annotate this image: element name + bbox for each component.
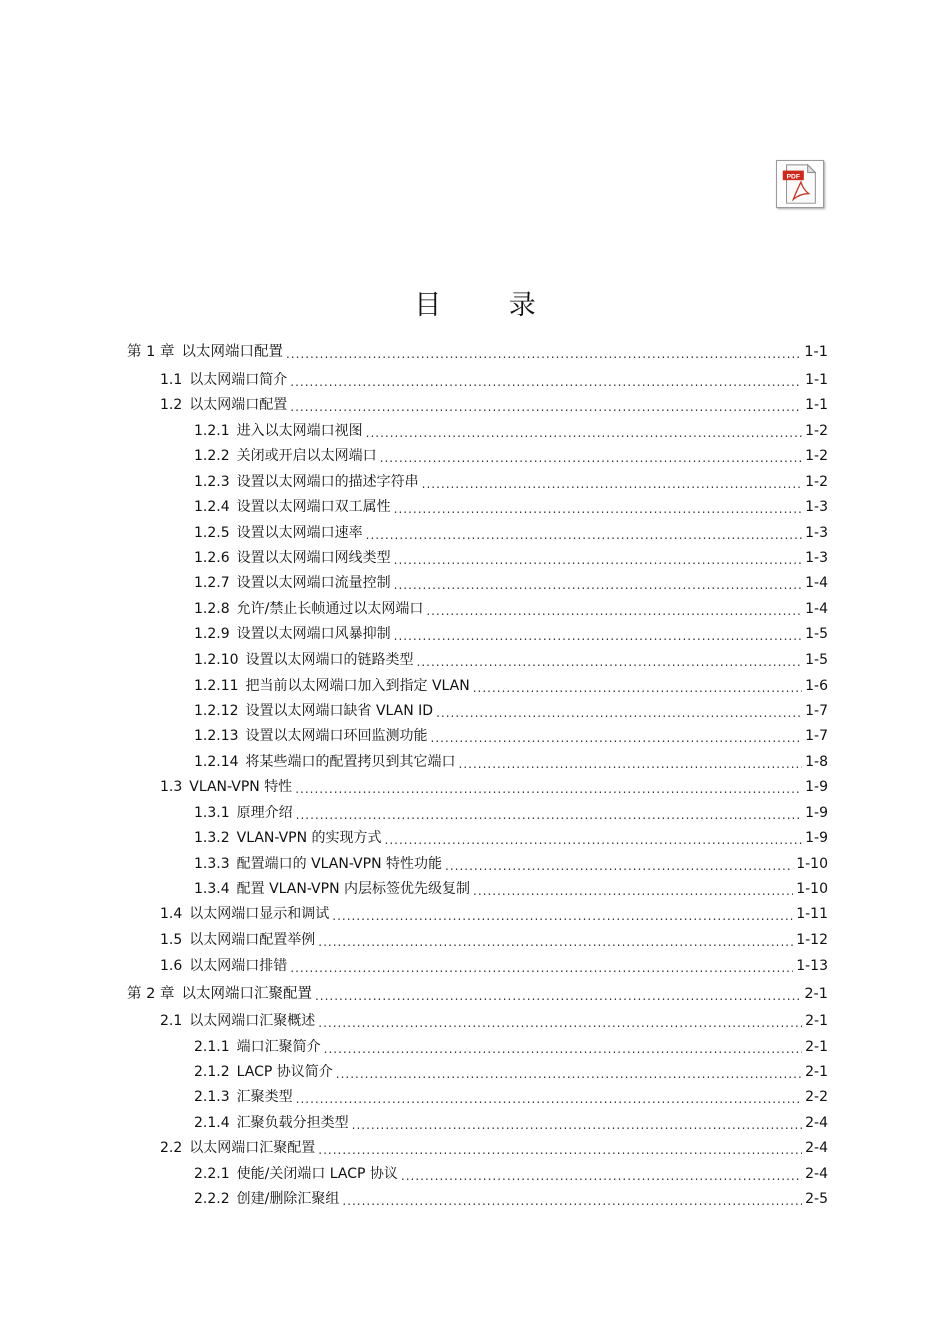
toc-entry[interactable]: [194, 1188, 828, 1208]
toc-dot-leader: [352, 1118, 803, 1132]
toc-entry-page: 1-4: [805, 601, 828, 617]
toc-dot-leader: [473, 681, 802, 695]
toc-entry[interactable]: [194, 522, 828, 542]
toc-entry-number: 1.2.11: [194, 678, 239, 694]
toc-entry[interactable]: [160, 394, 828, 414]
toc-entry-title: 使能/关闭端口 LACP 协议: [236, 1166, 398, 1182]
toc-dot-leader: [385, 833, 803, 847]
toc-entry-number: 1.3.1: [194, 805, 230, 821]
toc-entry[interactable]: [194, 827, 828, 847]
toc-dot-leader: [295, 782, 802, 796]
toc-entry-page: 1-2: [805, 423, 828, 439]
toc-dot-leader: [394, 629, 803, 643]
toc-dot-leader: [332, 909, 793, 923]
toc-dot-leader: [366, 528, 803, 542]
toc-entry[interactable]: [160, 369, 828, 389]
toc-dot-leader: [318, 1143, 802, 1157]
toc-entry-page: 1-9: [805, 779, 828, 795]
toc-entry-page: 2-1: [805, 1064, 828, 1080]
toc-entry-page: 2-1: [804, 986, 828, 1002]
toc-entry-title: 以太网端口配置举例: [189, 932, 316, 948]
toc-dot-leader: [394, 553, 803, 567]
toc-entry[interactable]: [127, 341, 828, 361]
toc-dot-leader: [296, 1092, 803, 1106]
toc-entry-number: 第 1 章: [127, 344, 175, 360]
toc-entry[interactable]: [194, 1036, 828, 1056]
toc-entry[interactable]: [194, 1061, 828, 1081]
toc-entry-number: 2.2: [160, 1140, 183, 1156]
toc-entry-page: 1-1: [805, 372, 828, 388]
toc-entry-title: 原理介绍: [236, 805, 293, 821]
toc-entry[interactable]: [194, 471, 828, 491]
toc-entry-number: 1.3.2: [194, 830, 230, 846]
toc-entry-title: 以太网端口汇聚配置: [181, 986, 312, 1002]
toc-entry[interactable]: [194, 598, 828, 618]
toc-entry[interactable]: [160, 1010, 828, 1030]
toc-entry-title: 设置以太网端口缺省 VLAN ID: [245, 703, 434, 719]
toc-entry-page: 1-2: [805, 474, 828, 490]
toc-entry-page: 1-3: [805, 550, 828, 566]
toc-dot-leader: [380, 451, 803, 465]
toc-dot-leader: [401, 1169, 802, 1183]
toc-entry-title: 设置以太网端口网线类型: [236, 550, 391, 566]
toc-entry[interactable]: [194, 623, 828, 643]
toc-entry-title: 配置 VLAN-VPN 内层标签优先级复制: [236, 881, 470, 897]
toc-entry-number: 1.3.3: [194, 856, 230, 872]
toc-entry[interactable]: [194, 420, 828, 440]
toc-entry-page: 1-1: [804, 344, 828, 360]
toc-entry-number: 1.3.4: [194, 881, 230, 897]
toc-entry-page: 2-5: [805, 1191, 828, 1207]
toc-entry-title: 以太网端口显示和调试: [189, 906, 330, 922]
toc-entry-page: 1-4: [805, 575, 828, 591]
toc-dot-leader: [431, 731, 803, 745]
toc-entry-page: 1-3: [805, 499, 828, 515]
toc-entry-title: 以太网端口汇聚配置: [189, 1140, 316, 1156]
toc-entry-page: 1-12: [796, 932, 828, 948]
toc-entry-title: 以太网端口配置: [181, 344, 283, 360]
toc-entry-page: 1-1: [805, 397, 828, 413]
toc-entry-title: 允许/禁止长帧通过以太网端口: [236, 601, 424, 617]
toc-entry-title: 设置以太网端口环回监测功能: [245, 728, 428, 744]
toc-entry-page: 1-10: [796, 856, 828, 872]
toc-entry-page: 1-11: [796, 906, 828, 922]
toc-entry-number: 1.2.2: [194, 448, 230, 464]
toc-entry-page: 1-7: [805, 703, 828, 719]
toc-entry-title: LACP 协议简介: [236, 1064, 333, 1080]
toc-entry[interactable]: [194, 725, 828, 745]
toc-entry-title: 以太网端口排错: [189, 958, 288, 974]
toc-entry-number: 1.2.9: [194, 626, 230, 642]
toc-entry-title: 设置以太网端口流量控制: [236, 575, 391, 591]
toc-entry-number: 1.3: [160, 779, 183, 795]
toc-entry-number: 1.2.4: [194, 499, 230, 515]
toc-dot-leader: [417, 655, 803, 669]
toc-entry-number: 1.2: [160, 397, 183, 413]
toc-entry-number: 2.1: [160, 1013, 183, 1029]
toc-entry-number: 1.2.3: [194, 474, 230, 490]
toc-entry[interactable]: [194, 802, 828, 822]
toc-entry-page: 1-7: [805, 728, 828, 744]
toc-entry-title: 设置以太网端口风暴抑制: [236, 626, 391, 642]
toc-entry-number: 1.2.14: [194, 754, 239, 770]
toc-entry[interactable]: [194, 1086, 828, 1106]
toc-entry-title: 设置以太网端口的链路类型: [245, 652, 414, 668]
toc-entry-title: VLAN-VPN 特性: [189, 779, 293, 795]
toc-entry-number: 2.2.1: [194, 1166, 230, 1182]
toc-entry-title: 设置以太网端口双工属性: [236, 499, 391, 515]
toc-entry-title: 端口汇聚简介: [236, 1039, 321, 1055]
toc-entry-number: 1.5: [160, 932, 183, 948]
toc-dot-leader: [473, 884, 793, 898]
toc-entry-title: 将某些端口的配置拷贝到其它端口: [245, 754, 456, 770]
toc-entry-title: 设置以太网端口的描述字符串: [236, 474, 419, 490]
toc-entry[interactable]: [194, 572, 828, 592]
toc-dot-leader: [426, 604, 802, 618]
toc-dot-leader: [366, 426, 803, 440]
toc-dot-leader: [290, 961, 793, 975]
toc-entry-number: 1.1: [160, 372, 183, 388]
toc-entry-title: 设置以太网端口速率: [236, 525, 363, 541]
toc-entry-page: 2-4: [805, 1140, 828, 1156]
toc-entry-page: 1-10: [796, 881, 828, 897]
toc-entry[interactable]: [194, 1163, 828, 1183]
toc-entry-number: 2.1.3: [194, 1089, 230, 1105]
toc-entry-title: 汇聚类型: [236, 1089, 293, 1105]
toc-entry[interactable]: [160, 1137, 828, 1157]
toc-entry-number: 1.6: [160, 958, 183, 974]
toc-entry-page: 2-4: [805, 1115, 828, 1131]
toc-entry-page: 1-5: [805, 652, 828, 668]
toc-dot-leader: [290, 375, 802, 389]
toc-entry[interactable]: [194, 751, 828, 771]
toc-entry-page: 1-2: [805, 448, 828, 464]
pdf-icon-label: PDF: [786, 173, 800, 181]
toc-entry[interactable]: [194, 675, 828, 695]
toc-dot-leader: [315, 989, 801, 1003]
toc-entry-number: 1.2.13: [194, 728, 239, 744]
toc-entry-number: 2.1.2: [194, 1064, 230, 1080]
toc-dot-leader: [342, 1194, 802, 1208]
toc-entry[interactable]: [194, 853, 828, 873]
toc-dot-leader: [394, 578, 803, 592]
toc-dot-leader: [296, 808, 803, 822]
toc-entry-number: 1.2.7: [194, 575, 230, 591]
toc-entry-number: 1.2.5: [194, 525, 230, 541]
toc-entry-title: 把当前以太网端口加入到指定 VLAN: [245, 678, 470, 694]
toc-entry[interactable]: [194, 547, 828, 567]
toc-entry-number: 1.2.8: [194, 601, 230, 617]
toc-entry[interactable]: [194, 700, 828, 720]
toc-entry-page: 1-9: [805, 830, 828, 846]
toc-entry-title: 以太网端口汇聚概述: [189, 1013, 316, 1029]
toc-dot-leader: [336, 1067, 802, 1081]
toc-entry-number: 1.2.12: [194, 703, 239, 719]
toc-entry-page: 2-1: [805, 1013, 828, 1029]
toc-entry-title: 配置端口的 VLAN-VPN 特性功能: [236, 856, 442, 872]
toc-dot-leader: [324, 1042, 803, 1056]
toc-dot-leader: [290, 400, 802, 414]
toc-entry-title: VLAN-VPN 的实现方式: [236, 830, 382, 846]
toc-dot-leader: [394, 502, 803, 516]
toc-entry-number: 1.4: [160, 906, 183, 922]
toc-entry-title: 以太网端口配置: [189, 397, 288, 413]
toc-entry-page: 2-1: [805, 1039, 828, 1055]
toc-entry-page: 1-8: [805, 754, 828, 770]
toc-dot-leader: [422, 477, 803, 491]
toc-dot-leader: [459, 757, 803, 771]
toc-entry[interactable]: [194, 1112, 828, 1132]
toc-dot-leader: [286, 347, 801, 361]
toc-entry-page: 1-3: [805, 525, 828, 541]
toc-entry-number: 1.2.10: [194, 652, 239, 668]
toc-entry[interactable]: [160, 903, 828, 923]
toc-entry-title: 关闭或开启以太网端口: [236, 448, 377, 464]
toc-entry-page: 2-4: [805, 1166, 828, 1182]
toc-entry[interactable]: [160, 929, 828, 949]
toc-dot-leader: [318, 935, 793, 949]
toc-entry-page: 1-9: [805, 805, 828, 821]
toc-entry[interactable]: [160, 955, 828, 975]
toc-entry-number: 2.1.4: [194, 1115, 230, 1131]
toc-entry[interactable]: [194, 445, 828, 465]
toc-entry-number: 第 2 章: [127, 986, 175, 1002]
toc-entry-page: 1-5: [805, 626, 828, 642]
toc-entry-title: 以太网端口简介: [189, 372, 288, 388]
toc-entry[interactable]: [194, 878, 828, 898]
page-title: 目 录: [414, 290, 556, 322]
toc-entry[interactable]: [194, 496, 828, 516]
toc-entry[interactable]: [127, 983, 828, 1003]
toc-entry-number: 1.2.1: [194, 423, 230, 439]
toc-entry-page: 1-13: [796, 958, 828, 974]
toc-entry-number: 2.1.1: [194, 1039, 230, 1055]
toc-entry-number: 2.2.2: [194, 1191, 230, 1207]
toc-entry-title: 汇聚负载分担类型: [236, 1115, 349, 1131]
toc-entry-title: 进入以太网端口视图: [236, 423, 363, 439]
toc-entry-title: 创建/删除汇聚组: [236, 1191, 340, 1207]
toc-entry-page: 2-2: [805, 1089, 828, 1105]
toc-entry-number: 1.2.6: [194, 550, 230, 566]
toc-dot-leader: [436, 706, 802, 720]
toc-entry[interactable]: [194, 649, 828, 669]
toc-dot-leader: [445, 859, 793, 873]
toc-entry-page: 1-6: [805, 678, 828, 694]
toc-dot-leader: [318, 1016, 802, 1030]
toc-entry[interactable]: [160, 776, 828, 796]
